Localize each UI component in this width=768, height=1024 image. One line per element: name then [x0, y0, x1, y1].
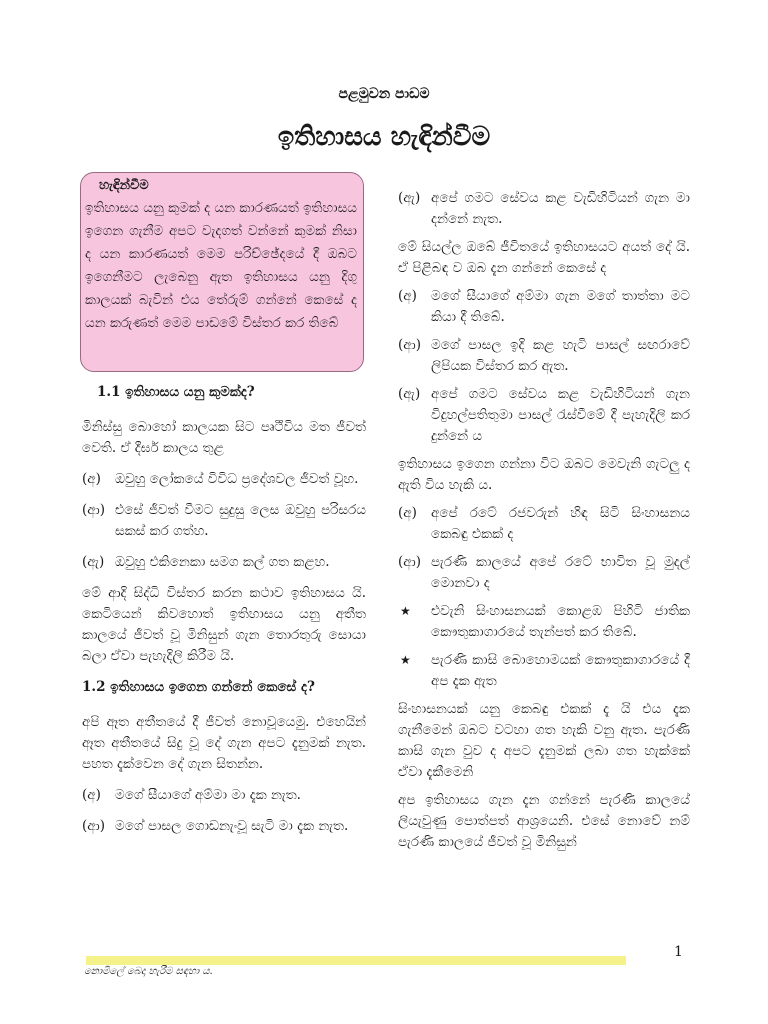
item-label: (ආ) — [398, 554, 421, 570]
footer-note: නොමිලේ බෙදා හැරීම සඳහා ය. — [84, 966, 213, 977]
item-label: (අ) — [398, 288, 417, 304]
page-title: ඉතිහාසය හැඳින්වීම — [277, 122, 491, 152]
paragraph: සිංහාසනයක් යනු කෙබඳු එකක් දැ යි එය දැක ගැනීමෙන් ඔබට වටහා ගත හැකි වනු ඇත. පැරණි කාසි ගැන වුව ද අපට දැනුමක් ලබා ගත හැක්කේ ඒවා දැකීමෙනි — [398, 701, 690, 780]
item-text: අපේ රටේ රජවරුන් හිඳ සිටි සිංහාසනය කෙබඳු එකක් ද — [431, 505, 690, 542]
item-text: පැරණි කාලයේ අපේ රටේ භාවිත වූ මුදල් මොනවා ද — [431, 554, 690, 591]
list-item — [82, 500, 366, 542]
item-text: ඔවුහු එකිනෙකා සමග කල් ගත කළහ. — [115, 554, 330, 570]
bullet-item — [398, 601, 690, 643]
section-heading-1-1: 1.1 ඉතිහාසය යනු කුමක්ද? — [97, 384, 255, 400]
paragraph: අපි ඈත අතීතයේ දී ජීවත් නොවූයෙමු. එහෙයින් ඈත අතීතයේ සිදු වූ දේ ගැන අපට දැනුමක් නැත. පහත දැක්වෙන දේ ගැන සිතන්න. — [82, 714, 366, 772]
paragraph: අප ඉතිහාසය ගැන දැන ගන්නේ පැරණි කාලයේ ලියැවුණු පොත්පත් ආශ්‍රයෙනි. එසේ නොවේ නම් පැරණි කාලයේ ජීවත් වූ මිනිසුන් — [398, 792, 690, 850]
left-column — [82, 382, 366, 942]
item-label: (ඇ) — [398, 386, 421, 402]
item-label: (ආ) — [82, 502, 105, 518]
list-item — [82, 785, 366, 806]
item-text: මගේ පාසල ගොඩනැංවූ සැටි මා දැක නැත. — [115, 818, 349, 834]
bullet-item — [398, 650, 690, 692]
list-item — [82, 552, 366, 573]
intro-box — [80, 172, 364, 372]
item-label: (ඇ) — [398, 190, 421, 206]
paragraph: ඉතිහාසය ඉගෙන ගන්නා විට ඔබට මෙවැනි ගැටලු ද ඇති විය හැකි ය. — [398, 456, 690, 493]
item-label: (අ) — [82, 787, 101, 803]
star-bullet-icon: ★ — [400, 604, 411, 618]
item-label: (අ) — [82, 471, 101, 487]
item-text: මගේ පාසල ඉදි කළ හැටි පාසල් සඟරාවේ ලිපියක විස්තර කර ඇත. — [431, 337, 690, 374]
star-bullet-icon: ★ — [400, 653, 411, 667]
section-heading-1-2: 1.2 ඉතිහාසය ඉගෙන ගන්නේ කෙසේ ද? — [82, 679, 315, 695]
list-item — [82, 816, 366, 837]
item-text: මගේ සීයාගේ අම්මා ගැන මගේ තාත්තා මට කියා දී තිබේ. — [431, 288, 690, 325]
bullet-text: පැරණි කාසි බොහොමයක් කෞතුකාගාරයේ දී අප දැක ඇත — [431, 652, 690, 689]
list-item — [398, 188, 690, 230]
list-item — [398, 503, 690, 545]
item-text: ඔවුහු ලෝකයේ විවිධ ප්‍රදේශවල ජීවත් වූහ. — [115, 471, 359, 487]
item-text: එසේ ජීවත් වීමට සුදුසු ලෙස ඔවුහු පරිසරය සකස් කර ගත්හ. — [115, 502, 366, 539]
paragraph: මිනිස්සු බොහෝ කාලයක සිට පෘථිවිය මත ජීවත් වෙති. ඒ දීර්ඝ කාලය තුළ — [82, 419, 366, 456]
item-label: (ඇ) — [82, 554, 105, 570]
item-text: අපේ ගමට සේවය කළ වැඩිහිටියන් ගැන මා දන්නේ නැත. — [431, 190, 690, 227]
bullet-text: එවැනි සිංහාසනයක් කොළඹ පිහිටි ජාතික කෞතුකාගාරයේ තැන්පත් කර තිබේ. — [431, 603, 690, 640]
paragraph: මේ සියල්ල ඔබේ ජීවිතයේ ඉතිහාසයට අයත් දේ යි. ඒ පිළිබඳ ව ඔබ දැන ගන්නේ කෙසේ ද — [398, 239, 690, 276]
paragraph: මේ ආදි සිද්ධි විස්තර කරන කථාව ඉතිහාසය යි. කෙටියෙන් කිවහොත් ඉතිහාසය යනු අතීත කාලයේ ජීවත් වූ මිනිසුන් ගැන තොරතුරු සොයා බලා ඒවා පැහැදිලි කිරීම යි. — [82, 585, 366, 664]
item-label: (ආ) — [82, 818, 105, 834]
intro-text: ඉතිහාසය යනු කුමක් ද යන කාරණයත් ඉතිහාසය ඉගෙන ගැනීම අපට වැදගත් වන්නේ කුමක් නිසා ද යන කාරණයත් මෙම පරිච්ඡේදයේ දී ඔබට ඉගෙනීමට ලැබෙනු ඇත ඉතිහාසය යනු දිගු කාලයක් බැවින් එය තේරුම් ගන්නේ කෙසේ ද යන කරුණත් මෙම පාඩමේ විස්තර කර තිබේ — [85, 200, 357, 331]
list-item — [398, 335, 690, 377]
list-item — [398, 384, 690, 447]
footer-bar — [86, 956, 626, 965]
item-label: (ආ) — [398, 337, 421, 353]
lesson-label: පළමුවන පාඩම — [338, 86, 430, 102]
item-label: (අ) — [398, 505, 417, 521]
intro-heading: හැඳින්වීම — [99, 178, 149, 193]
list-item — [82, 469, 366, 490]
item-text: මගේ සීයාගේ අම්මා මා දැක නැත. — [115, 787, 301, 803]
list-item — [398, 552, 690, 594]
right-column — [398, 188, 690, 940]
list-item — [398, 286, 690, 328]
page-number: 1 — [674, 944, 683, 960]
item-text: අපේ ගමට සේවය කළ වැඩිහිටියන් ගැන විදුහල්පතිතුමා පාසල් රැස්වීමේ දී පැහැදිලි කර දුන්නේ ය — [431, 386, 690, 444]
